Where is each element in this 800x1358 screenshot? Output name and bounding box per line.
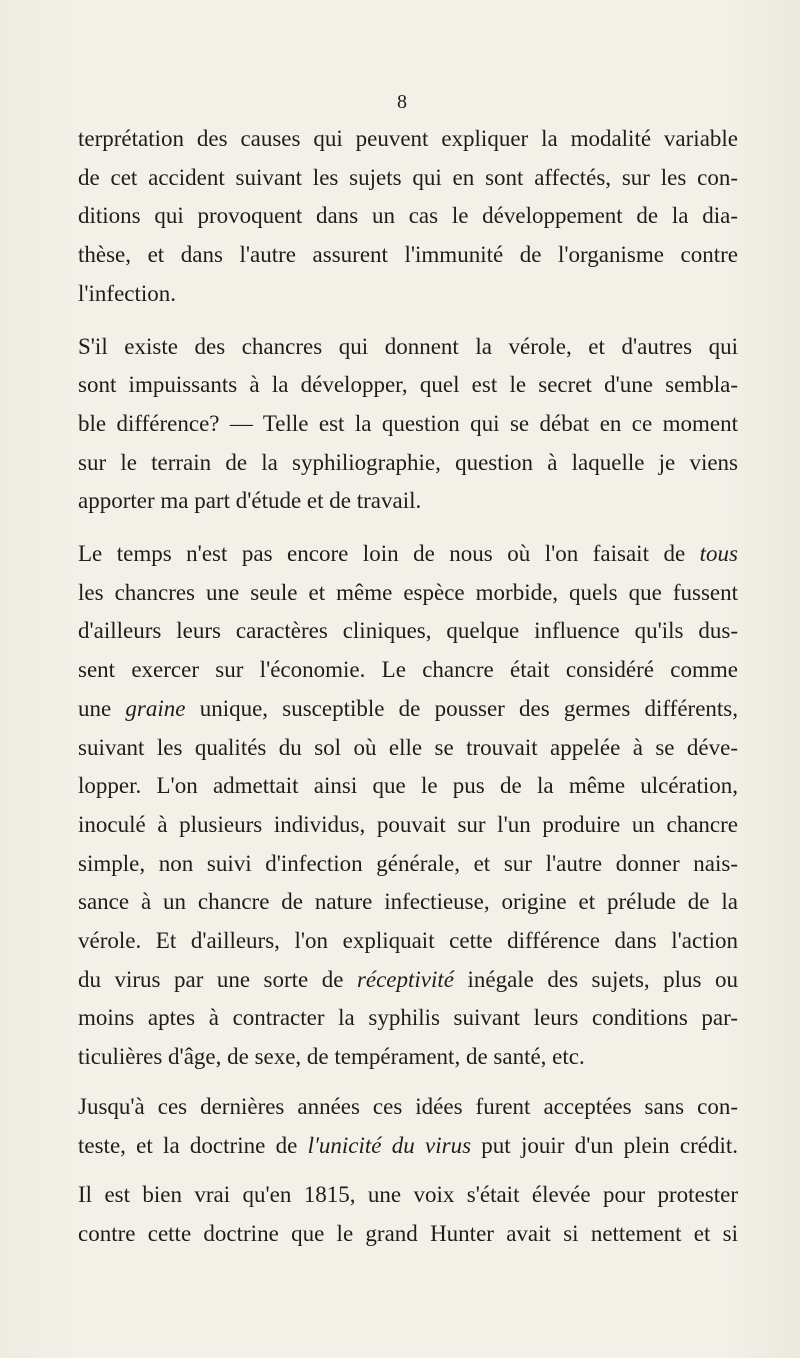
text-line: sur le terrain de la syphiliographie, question à laquelle je viens bbox=[78, 449, 738, 475]
text-line: de cet accident suivant les sujets qui en sont affectés, sur les con- bbox=[78, 164, 738, 190]
text-line: inoculé à plusieurs individus, pouvait sur l'un produire un chancre bbox=[78, 811, 738, 837]
text-line: apporter ma part d'étude et de travail. bbox=[78, 488, 422, 514]
text-line: simple, non suivi d'infection générale, et sur l'autre donner nais- bbox=[78, 850, 738, 876]
italic-word: tous bbox=[699, 541, 738, 567]
paragraph-4 bbox=[78, 1088, 738, 1165]
text-line: les chancres une seule et même espèce morbide, quels que fussent bbox=[78, 579, 738, 605]
italic-word: graine bbox=[125, 695, 186, 721]
text-line: sance à un chancre de nature infectieuse, origine et prélude de la bbox=[78, 889, 738, 915]
text-line: sent exercer sur l'économie. Le chancre était considéré comme bbox=[78, 657, 738, 683]
text-line: ticulières d'âge, de sexe, de tempérament, de santé, etc. bbox=[78, 1044, 585, 1070]
text-line: moins aptes à contracter la syphilis suivant leurs conditions par- bbox=[78, 1005, 738, 1031]
text-line: ditions qui provoquent dans un cas le développement de la dia- bbox=[78, 203, 738, 229]
page-text bbox=[78, 120, 738, 1254]
italic-phrase: l'unicité du virus bbox=[307, 1132, 472, 1158]
text-line: terprétation des causes qui peuvent expliquer la modalité variable bbox=[78, 126, 738, 151]
text-line: lopper. L'on admettait ainsi que le pus de la même ulcération, bbox=[78, 773, 738, 799]
text-line: du virus par une sorte de réceptivité inégale des sujets, plus ou bbox=[78, 966, 738, 992]
text-line: vérole. Et d'ailleurs, l'on expliquait cette différence dans l'action bbox=[78, 928, 738, 954]
text-line: Le temps n'est pas encore loin de nous où l'on faisait de tous bbox=[78, 541, 738, 567]
text-line: l'infection. bbox=[78, 280, 177, 306]
text-line: Il est bien vrai qu'en 1815, une voix s'était élevée pour protester bbox=[78, 1182, 738, 1208]
italic-word: réceptivité bbox=[356, 966, 454, 992]
paragraph-1 bbox=[78, 120, 738, 314]
paragraph-3 bbox=[78, 535, 738, 1077]
text-line: une graine unique, susceptible de pousser des germes différents, bbox=[78, 695, 738, 721]
text-line: ble différence? — Telle est la question qui se débat en ce moment bbox=[78, 410, 738, 436]
text-line: Jusqu'à ces dernières années ces idées furent acceptées sans con- bbox=[78, 1093, 738, 1119]
text-line: teste, et la doctrine de l'unicité du virus put jouir d'un plein crédit. bbox=[78, 1132, 738, 1158]
paragraph-5 bbox=[78, 1176, 738, 1253]
text-line: thèse, et dans l'autre assurent l'immunité de l'organisme contre bbox=[78, 242, 738, 268]
text-line: d'ailleurs leurs caractères cliniques, quelque influence qu'ils dus- bbox=[78, 618, 738, 644]
page-number: 8 bbox=[397, 91, 407, 113]
text-line: sont impuissants à la développer, quel est le secret d'une sembla- bbox=[78, 372, 738, 398]
paragraph-2 bbox=[78, 328, 738, 522]
text-line: contre cette doctrine que le grand Hunter avait si nettement et si bbox=[78, 1220, 738, 1246]
text-line: S'il existe des chancres qui donnent la vérole, et d'autres qui bbox=[78, 333, 738, 359]
text-line: suivant les qualités du sol où elle se trouvait appelée à se déve- bbox=[78, 734, 738, 760]
